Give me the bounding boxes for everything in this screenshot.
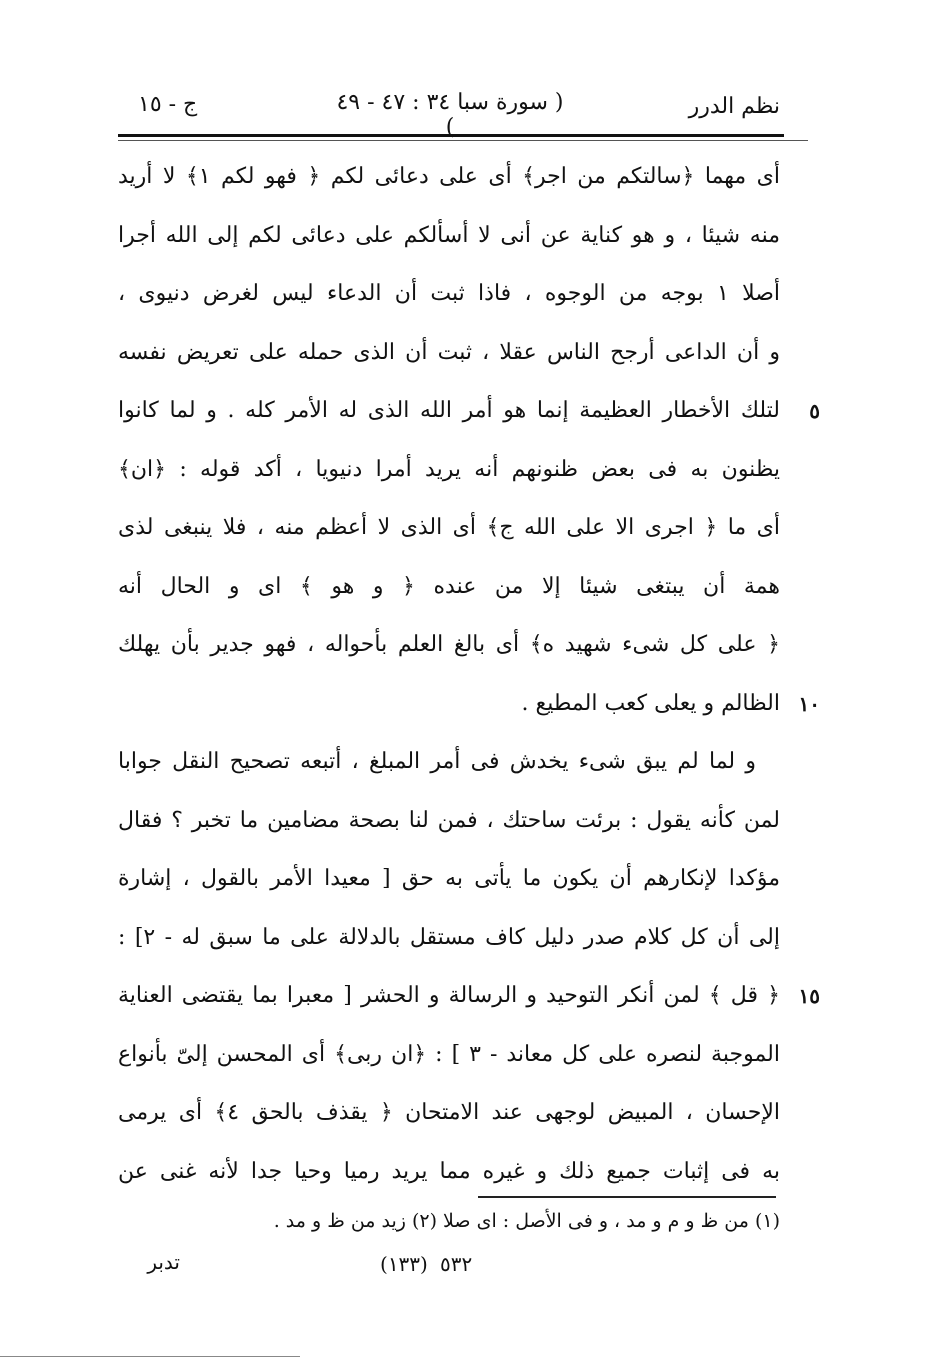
page-number: ٥٣٢: [440, 1252, 473, 1276]
line-text: منه شيئا ، و هو كناية عن أنى لا أسألكم على دعائى لكم إلى الله أجرا: [118, 222, 780, 248]
text-line: [118, 265, 780, 324]
part-number: ج - ١٥: [138, 92, 198, 117]
line-text: همة أن يبتغى شيئا إلا من عنده ﴿ و هو ﴾ اى و الحال أنه: [118, 573, 780, 599]
text-line: [118, 1026, 780, 1085]
footnote: (١) من ظ و م و مد ، و فى الأصل : اى صلا (٢) زيد من ظ و مد .: [273, 1210, 780, 1232]
line-text: به فى إثبات جميع ذلك و غيره مما يريد رميا وحيا جدا لأنه غنى عن: [118, 1158, 780, 1184]
catchword: تدبر: [147, 1250, 180, 1274]
running-header: [120, 88, 780, 140]
line-text: ﴿ قل ﴾ لمن أنكر التوحيد و الرسالة و الحشر [ معبرا بما يقتضى العناية: [118, 983, 780, 1008]
footnote-rule: [478, 1196, 776, 1198]
line-text: أصلا ١ بوجه من الوجوه ، فاذا ثبت أن الدعاء ليس لغرض دنيوى ،: [118, 281, 780, 306]
text-line: [118, 499, 780, 558]
line-number: ١٥: [798, 984, 820, 1008]
line-text: لمن كأنه يقول : برئت ساحتك ، فمن لنا بصحة مضامين ما تخبر ؟ فقال: [118, 807, 780, 833]
line-text: لتلك الأخطار العظيمة إنما هو أمر الله الذى له الأمر كله . و لما كانوا: [118, 398, 780, 423]
header-rule: [118, 134, 784, 137]
text-line: [118, 792, 780, 851]
text-line: [118, 967, 820, 1026]
scan-edge-line: [0, 1356, 300, 1357]
text-line: [118, 909, 780, 968]
page-footer: [130, 1250, 790, 1284]
line-text: الظالم و يعلى كعب المطيع .: [521, 690, 780, 716]
surah-reference: ( سورة سبا ٣٤ : ٤٧ - ٤٩ ): [336, 90, 564, 140]
line-text: أى ما ﴿ اجرى الا على الله ج﴾ أى الذى لا أعظم منه ، فلا ينبغى لذى: [118, 515, 780, 540]
text-line: [118, 148, 780, 207]
line-text: الإحسان ، المبيض لوجهى عند الامتحان ﴿ يقذف بالحق ٤﴾ أى يرمى: [118, 1100, 780, 1125]
header-rule-thin: [118, 140, 808, 141]
text-line: [118, 324, 780, 383]
book-title: نظم الدرر: [688, 94, 780, 119]
text-line: [118, 1084, 780, 1143]
line-number: ١٠: [798, 691, 820, 716]
line-text: ﴿ على كل شىء شهيد ه﴾ أى بالغ العلم بأحواله ، فهو جدير بأن يهلك: [118, 632, 780, 657]
text-line: [118, 1143, 780, 1202]
main-text: [118, 148, 820, 1201]
text-line: [118, 850, 780, 909]
line-text: مؤكدا لإنكارهم أن يكون ما يأتى به حق [ معيدا الأمر بالقول ، إشارة: [118, 866, 780, 891]
text-line: [118, 733, 780, 792]
line-text: أى مهما ﴿سالتكم من اجر﴾ أى على دعائى لكم ﴿ فهو لكم ١﴾ لا أريد: [118, 164, 780, 189]
line-number: ٥: [809, 399, 820, 423]
text-line: [118, 207, 780, 266]
line-text: و لما لم يبق شىء يخدش فى أمر المبلغ ، أتبعه تصحيح النقل جوابا: [118, 749, 756, 774]
text-line: [118, 558, 780, 617]
text-line: [118, 616, 780, 675]
page-bracket-number: (١٣٣): [380, 1252, 428, 1276]
line-text: يظنون به فى بعض ظنونهم أنه يريد أمرا دنيويا ، أكد قوله : ﴿ان﴾: [118, 456, 780, 482]
text-line: [118, 675, 820, 734]
text-line: [118, 441, 780, 500]
text-line: [118, 382, 820, 441]
line-text: الموجبة لنصره على كل معاند - ٣ ] : ﴿ان ربى﴾ أى المحسن إلىّ بأنواع: [118, 1041, 780, 1067]
line-text: و أن الداعى أرجح الناس عقلا ، ثبت أن الذى حمله على تعريض نفسه: [118, 339, 780, 365]
line-text: إلى أن كل كلام صدر دليل كاف مستقل بالدلالة على ما سبق له - ٢] :: [118, 924, 780, 950]
